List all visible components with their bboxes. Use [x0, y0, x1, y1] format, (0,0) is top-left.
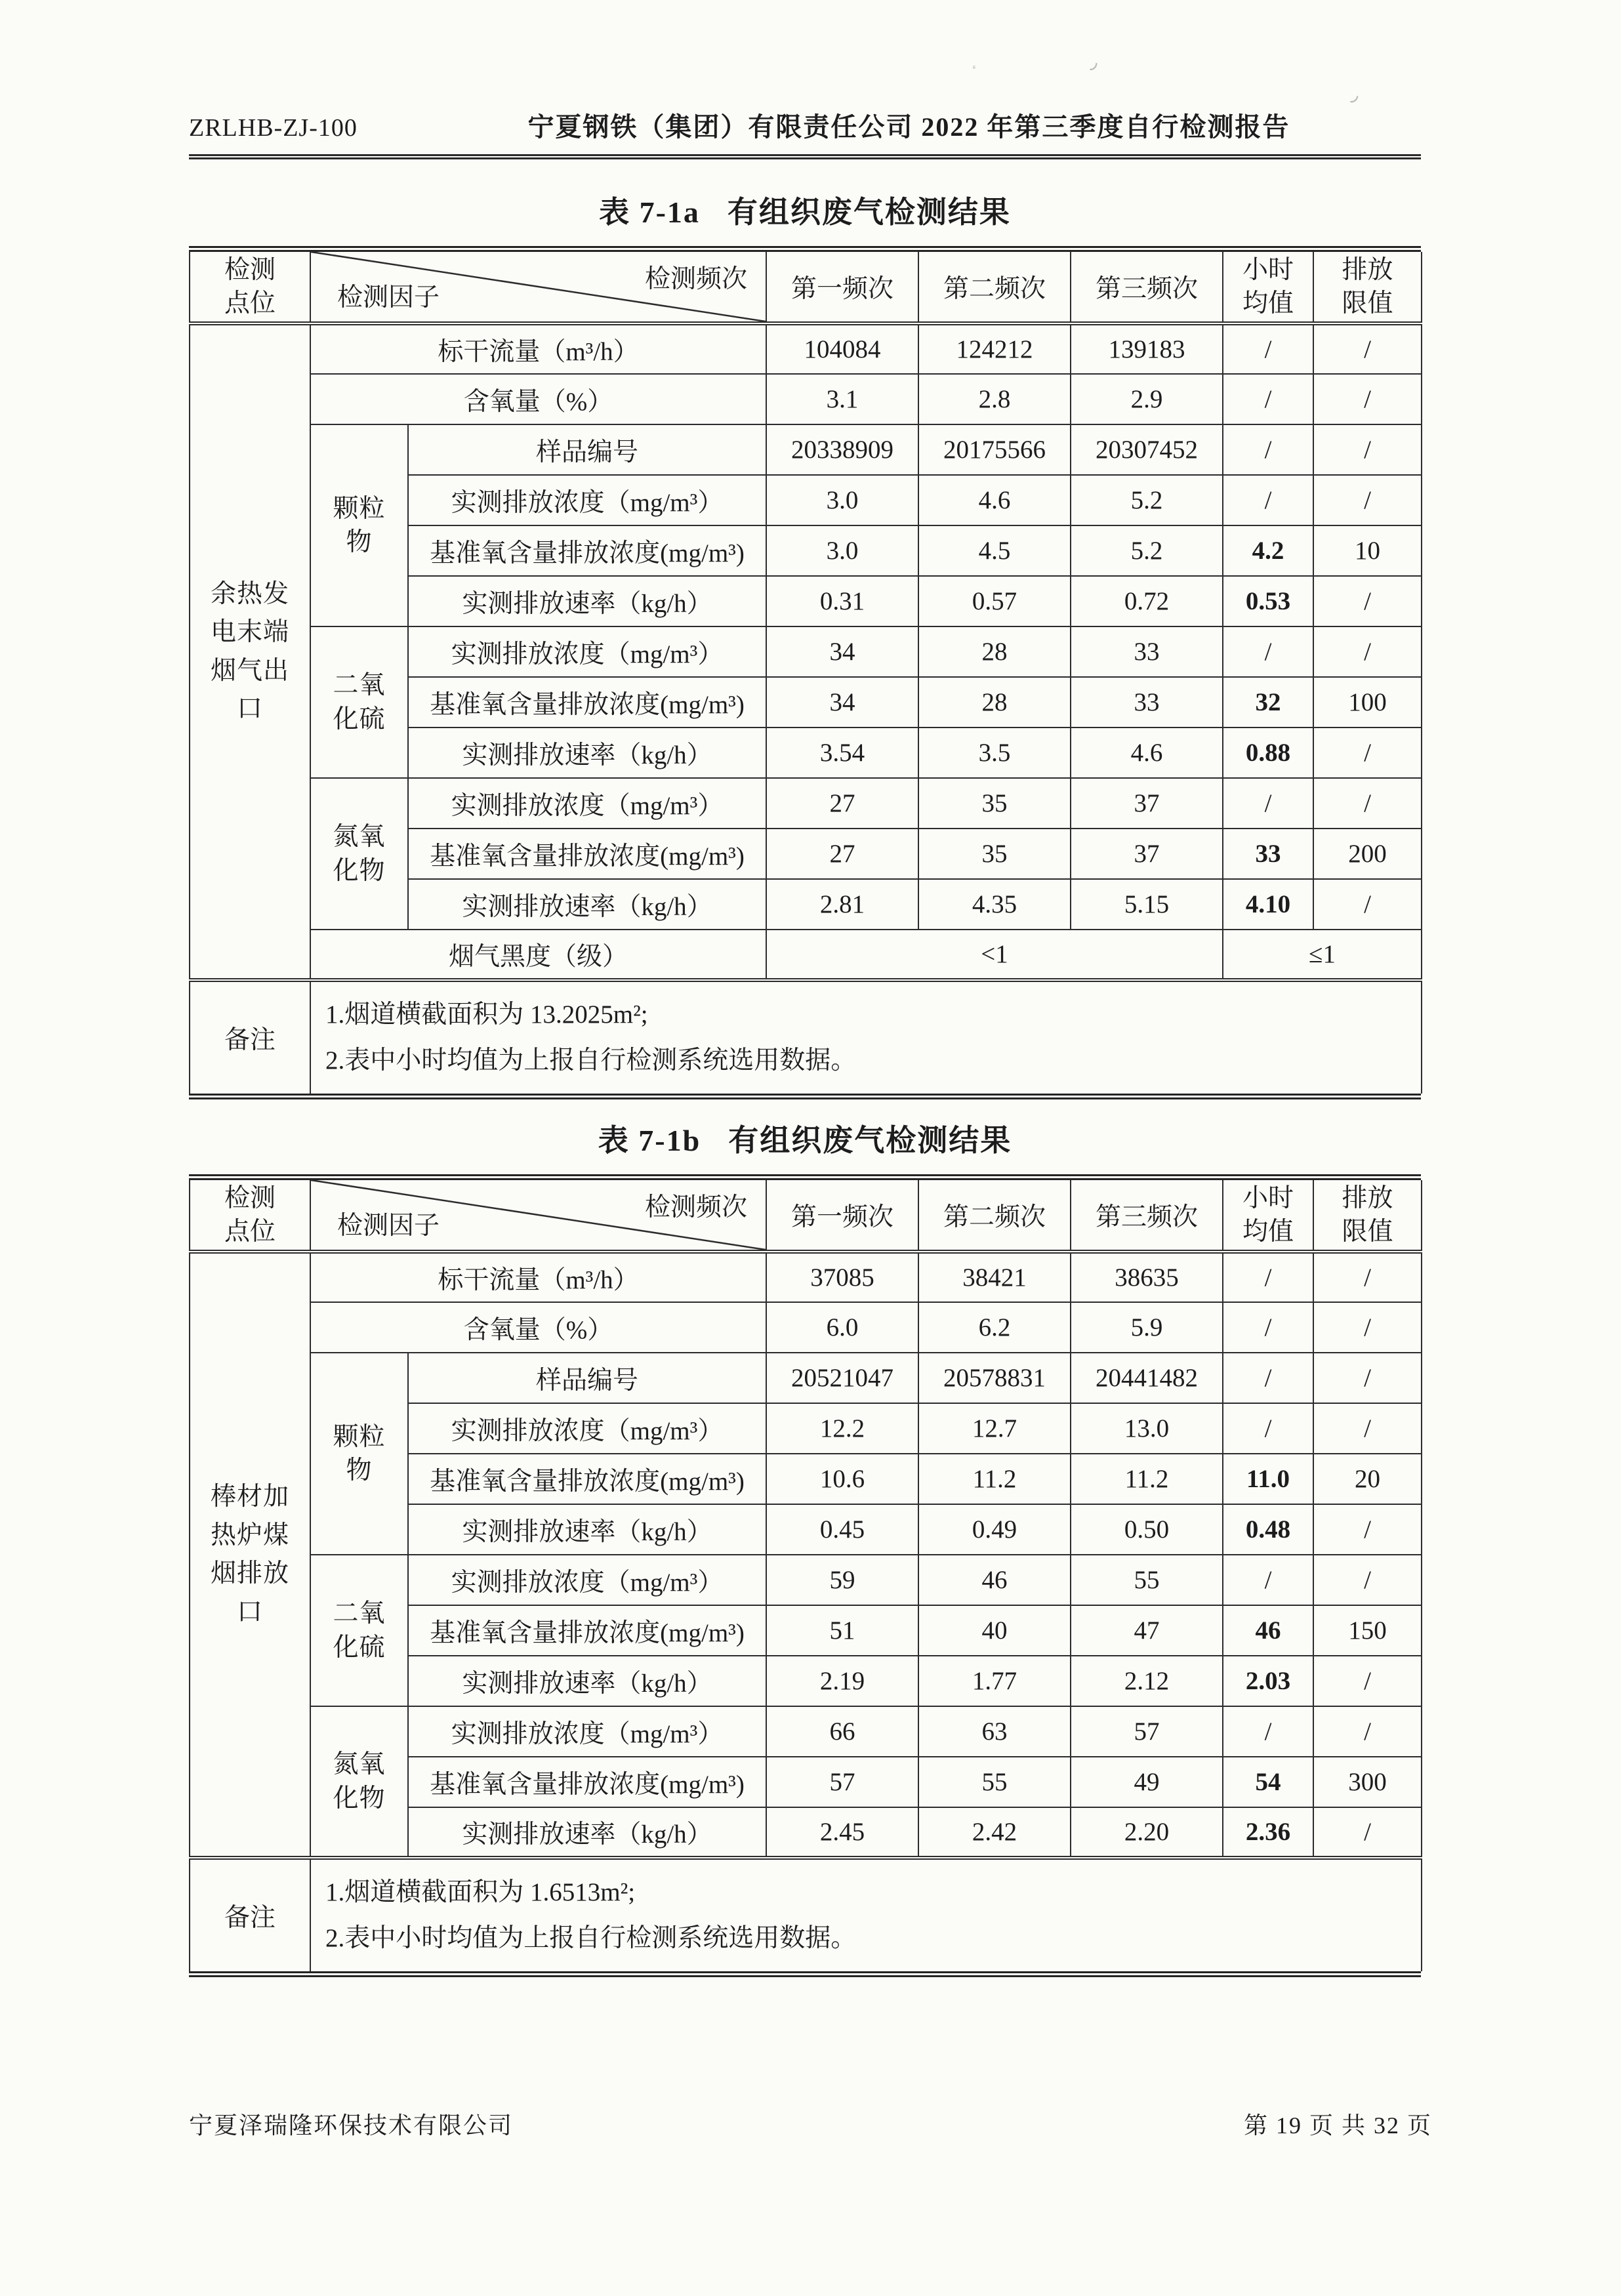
value-cell: 6.2 [918, 1302, 1071, 1353]
value-cell: 139183 [1071, 323, 1223, 374]
value-cell: 37 [1071, 829, 1223, 879]
col-header-freq1: 第一频次 [766, 1180, 918, 1252]
table-row [190, 1353, 1422, 1403]
table-a-caption-text: 有组织废气检测结果 [727, 195, 1011, 229]
value-cell: 37 [1071, 778, 1223, 829]
hourly-average-cell: 46 [1223, 1605, 1313, 1656]
value-cell: 57 [1071, 1706, 1223, 1757]
row-label: 基准氧含量排放浓度(mg/m³) [408, 1757, 766, 1807]
col-header-hourly: 小时均值 [1223, 1180, 1313, 1252]
table-a [189, 252, 1422, 1094]
table-row [190, 626, 1422, 677]
hourly-average-cell: 0.48 [1223, 1504, 1313, 1555]
col-header-freq3: 第三频次 [1071, 252, 1223, 323]
report-title: 宁夏钢铁（集团）有限责任公司 2022 年第三季度自行检测报告 [527, 112, 1290, 142]
row-label: 实测排放浓度（mg/m³） [408, 475, 766, 525]
value-cell: 0.72 [1071, 576, 1223, 626]
row-label: 实测排放浓度（mg/m³） [408, 1403, 766, 1454]
row-label: 含氧量（%） [310, 1302, 766, 1353]
value-cell: 1.77 [918, 1656, 1071, 1706]
value-cell: 55 [918, 1757, 1071, 1807]
note-line-1: 1.烟道横截面积为 13.2025m²; [325, 1000, 648, 1029]
note-line-2: 2.表中小时均值为上报自行检测系统选用数据。 [325, 1046, 857, 1075]
hourly-average-cell: 4.10 [1223, 879, 1313, 930]
value-cell: 0.49 [918, 1504, 1071, 1555]
value-cell: 11.2 [918, 1454, 1071, 1504]
value-cell: 20521047 [766, 1353, 918, 1403]
col-header-factor: 检测因子 [337, 1212, 440, 1240]
value-cell: 4.6 [1071, 728, 1223, 778]
limit-cell: / [1313, 1656, 1422, 1706]
pollutant-group-cell: 氮氧化物 [310, 1706, 408, 1858]
row-label: 实测排放速率（kg/h） [408, 1656, 766, 1706]
value-cell: 3.0 [766, 525, 918, 576]
value-cell: 11.2 [1071, 1454, 1223, 1504]
value-cell: 57 [766, 1757, 918, 1807]
table-b-caption [189, 1117, 1421, 1160]
monitoring-point-cell: 棒材加热炉煤烟排放口 [190, 1252, 310, 1858]
col-header-freq3: 第三频次 [1071, 1180, 1223, 1252]
row-label: 实测排放浓度（mg/m³） [408, 1706, 766, 1757]
col-header-freq2: 第二频次 [918, 1180, 1071, 1252]
value-cell: 0.57 [918, 576, 1071, 626]
value-cell: 34 [766, 626, 918, 677]
value-cell: 5.2 [1071, 525, 1223, 576]
value-cell: 37085 [766, 1252, 918, 1302]
value-cell: 20441482 [1071, 1353, 1223, 1403]
value-cell: / [1223, 374, 1313, 424]
notes-label: 备注 [190, 1858, 310, 1971]
value-cell: / [1313, 1252, 1422, 1302]
pollutant-group-cell: 二氧化硫 [310, 1555, 408, 1706]
value-cell: / [1313, 475, 1422, 525]
value-cell: 5.9 [1071, 1302, 1223, 1353]
row-label: 实测排放速率（kg/h） [408, 1504, 766, 1555]
blackness-value-cell: <1 [766, 930, 1223, 980]
table-a-caption [189, 188, 1421, 232]
col-header-point: 检测点位 [190, 1180, 310, 1252]
value-cell: 35 [918, 778, 1071, 829]
value-cell: / [1313, 1403, 1422, 1454]
footer-company: 宁夏泽瑞隆环保技术有限公司 [189, 2112, 514, 2139]
hourly-average-cell: 0.88 [1223, 728, 1313, 778]
value-cell: 2.81 [766, 879, 918, 930]
value-cell: 0.50 [1071, 1504, 1223, 1555]
table-row [190, 778, 1422, 829]
table-a-header-row [190, 252, 1422, 323]
value-cell: 28 [918, 626, 1071, 677]
limit-cell: 100 [1313, 677, 1422, 728]
col-header-freq2: 第二频次 [918, 252, 1071, 323]
row-label: 标干流量（m³/h） [310, 1252, 766, 1302]
table-row [190, 1252, 1422, 1302]
col-header-freq1: 第一频次 [766, 252, 918, 323]
value-cell: / [1223, 626, 1313, 677]
limit-cell: 200 [1313, 829, 1422, 879]
value-cell: 46 [918, 1555, 1071, 1605]
notes-content [310, 980, 1422, 1094]
row-label: 基准氧含量排放浓度(mg/m³) [408, 1454, 766, 1504]
value-cell: 20338909 [766, 424, 918, 475]
value-cell: 2.9 [1071, 374, 1223, 424]
value-cell: / [1313, 1353, 1422, 1403]
value-cell: 2.8 [918, 374, 1071, 424]
limit-cell: 10 [1313, 525, 1422, 576]
value-cell: / [1223, 323, 1313, 374]
value-cell: 66 [766, 1706, 918, 1757]
value-cell: 104084 [766, 323, 918, 374]
table-a-caption-prefix: 表 7-1a [599, 195, 700, 229]
value-cell: 5.2 [1071, 475, 1223, 525]
note-line-2: 2.表中小时均值为上报自行检测系统选用数据。 [325, 1924, 857, 1952]
table-b [189, 1180, 1422, 1971]
value-cell: / [1223, 1706, 1313, 1757]
blackness-limit-cell: ≤1 [1223, 930, 1422, 980]
col-header-factor: 检测因子 [337, 283, 440, 312]
limit-cell: / [1313, 879, 1422, 930]
hourly-average-cell: 54 [1223, 1757, 1313, 1807]
value-cell: 12.2 [766, 1403, 918, 1454]
value-cell: / [1313, 1706, 1422, 1757]
row-label: 实测排放浓度（mg/m³） [408, 1555, 766, 1605]
value-cell: / [1223, 1555, 1313, 1605]
row-label: 基准氧含量排放浓度(mg/m³) [408, 525, 766, 576]
row-label: 实测排放浓度（mg/m³） [408, 626, 766, 677]
limit-cell: / [1313, 1807, 1422, 1858]
table-row [190, 1555, 1422, 1605]
value-cell: 51 [766, 1605, 918, 1656]
value-cell: / [1223, 778, 1313, 829]
row-label: 实测排放速率（kg/h） [408, 879, 766, 930]
table-b-caption-text: 有组织废气检测结果 [728, 1124, 1012, 1157]
limit-cell: 300 [1313, 1757, 1422, 1807]
row-label: 标干流量（m³/h） [310, 323, 766, 374]
value-cell: 47 [1071, 1605, 1223, 1656]
col-header-point: 检测点位 [190, 252, 310, 323]
pollutant-group-cell: 颗粒物 [310, 1353, 408, 1555]
table-b-wrapper [189, 1174, 1421, 1977]
value-cell: 3.5 [918, 728, 1071, 778]
value-cell: 124212 [918, 323, 1071, 374]
table-row [190, 374, 1422, 424]
value-cell: 4.5 [918, 525, 1071, 576]
value-cell: 20578831 [918, 1353, 1071, 1403]
value-cell: / [1313, 374, 1422, 424]
value-cell: / [1313, 323, 1422, 374]
value-cell: 35 [918, 829, 1071, 879]
value-cell: / [1313, 424, 1422, 475]
table-row [190, 424, 1422, 475]
notes-label: 备注 [190, 980, 310, 1094]
value-cell: 63 [918, 1706, 1071, 1757]
pencil-mark: ٴ [972, 65, 978, 83]
hourly-average-cell: 11.0 [1223, 1454, 1313, 1504]
value-cell: / [1313, 778, 1422, 829]
limit-cell: / [1313, 1504, 1422, 1555]
table-row [190, 1302, 1422, 1353]
value-cell: / [1223, 424, 1313, 475]
col-header-hourly: 小时均值 [1223, 252, 1313, 323]
value-cell: 5.15 [1071, 879, 1223, 930]
value-cell: 2.42 [918, 1807, 1071, 1858]
value-cell: 27 [766, 778, 918, 829]
value-cell: 2.20 [1071, 1807, 1223, 1858]
value-cell: 2.19 [766, 1656, 918, 1706]
value-cell: 49 [1071, 1757, 1223, 1807]
value-cell: 38635 [1071, 1252, 1223, 1302]
value-cell: 55 [1071, 1555, 1223, 1605]
doc-code: ZRLHB-ZJ-100 [189, 114, 358, 142]
value-cell: / [1223, 1353, 1313, 1403]
row-label: 基准氧含量排放浓度(mg/m³) [408, 1605, 766, 1656]
value-cell: 33 [1071, 677, 1223, 728]
limit-cell: 20 [1313, 1454, 1422, 1504]
table-b-header-row [190, 1180, 1422, 1252]
page-footer [189, 2107, 1432, 2141]
value-cell: / [1313, 626, 1422, 677]
row-label: 实测排放浓度（mg/m³） [408, 778, 766, 829]
table-b-caption-prefix: 表 7-1b [598, 1124, 701, 1157]
table-row [190, 323, 1422, 374]
value-cell: 3.54 [766, 728, 918, 778]
table-a-wrapper [189, 246, 1421, 1099]
value-cell: 40 [918, 1605, 1071, 1656]
monitoring-point-cell: 余热发电末端烟气出口 [190, 323, 310, 980]
notes-content [310, 1858, 1422, 1971]
hourly-average-cell: 2.03 [1223, 1656, 1313, 1706]
row-label: 样品编号 [408, 1353, 766, 1403]
value-cell: / [1313, 1302, 1422, 1353]
pencil-mark: ٫ [1349, 83, 1363, 108]
smoke-blackness-row [190, 930, 1422, 980]
footer-page-info: 第 19 页 共 32 页 [1243, 2112, 1432, 2139]
value-cell: 10.6 [766, 1454, 918, 1504]
value-cell: 38421 [918, 1252, 1071, 1302]
value-cell: 0.31 [766, 576, 918, 626]
value-cell: 13.0 [1071, 1403, 1223, 1454]
value-cell: 20307452 [1071, 424, 1223, 475]
row-label: 实测排放速率（kg/h） [408, 1807, 766, 1858]
value-cell: 12.7 [918, 1403, 1071, 1454]
pollutant-group-cell: 二氧化硫 [310, 626, 408, 778]
col-header-limit: 排放限值 [1313, 1180, 1422, 1252]
notes-row [190, 1858, 1422, 1971]
hourly-average-cell: 2.36 [1223, 1807, 1313, 1858]
value-cell: 4.6 [918, 475, 1071, 525]
row-label: 样品编号 [408, 424, 766, 475]
hourly-average-cell: 4.2 [1223, 525, 1313, 576]
col-header-frequency: 检测频次 [644, 265, 747, 293]
value-cell: / [1223, 1302, 1313, 1353]
row-label: 含氧量（%） [310, 374, 766, 424]
limit-cell: / [1313, 728, 1422, 778]
note-line-1: 1.烟道横截面积为 1.6513m²; [325, 1878, 636, 1906]
row-label: 实测排放速率（kg/h） [408, 728, 766, 778]
value-cell: 2.45 [766, 1807, 918, 1858]
document-page [189, 0, 1421, 1977]
notes-row [190, 980, 1422, 1094]
value-cell: 59 [766, 1555, 918, 1605]
value-cell: 27 [766, 829, 918, 879]
col-header-diagonal [310, 1180, 766, 1252]
col-header-diagonal [310, 252, 766, 323]
value-cell: / [1223, 1403, 1313, 1454]
row-label: 实测排放速率（kg/h） [408, 576, 766, 626]
value-cell: 3.0 [766, 475, 918, 525]
value-cell: 20175566 [918, 424, 1071, 475]
row-label: 基准氧含量排放浓度(mg/m³) [408, 829, 766, 879]
pencil-mark: ٫ [1088, 51, 1101, 75]
table-row [190, 1706, 1422, 1757]
pollutant-group-cell: 氮氧化物 [310, 778, 408, 930]
page-header [189, 106, 1421, 144]
value-cell: 3.1 [766, 374, 918, 424]
value-cell: / [1223, 1252, 1313, 1302]
value-cell: 33 [1071, 626, 1223, 677]
value-cell: 6.0 [766, 1302, 918, 1353]
pollutant-group-cell: 颗粒物 [310, 424, 408, 626]
row-label: 烟气黑度（级） [310, 930, 766, 980]
row-label: 基准氧含量排放浓度(mg/m³) [408, 677, 766, 728]
value-cell: / [1223, 475, 1313, 525]
col-header-frequency: 检测频次 [644, 1193, 747, 1221]
hourly-average-cell: 0.53 [1223, 576, 1313, 626]
value-cell: 2.12 [1071, 1656, 1223, 1706]
limit-cell: / [1313, 576, 1422, 626]
value-cell: 0.45 [766, 1504, 918, 1555]
value-cell: 28 [918, 677, 1071, 728]
limit-cell: 150 [1313, 1605, 1422, 1656]
header-rule [189, 154, 1421, 159]
hourly-average-cell: 33 [1223, 829, 1313, 879]
col-header-limit: 排放限值 [1313, 252, 1422, 323]
value-cell: 34 [766, 677, 918, 728]
value-cell: / [1313, 1555, 1422, 1605]
hourly-average-cell: 32 [1223, 677, 1313, 728]
value-cell: 4.35 [918, 879, 1071, 930]
